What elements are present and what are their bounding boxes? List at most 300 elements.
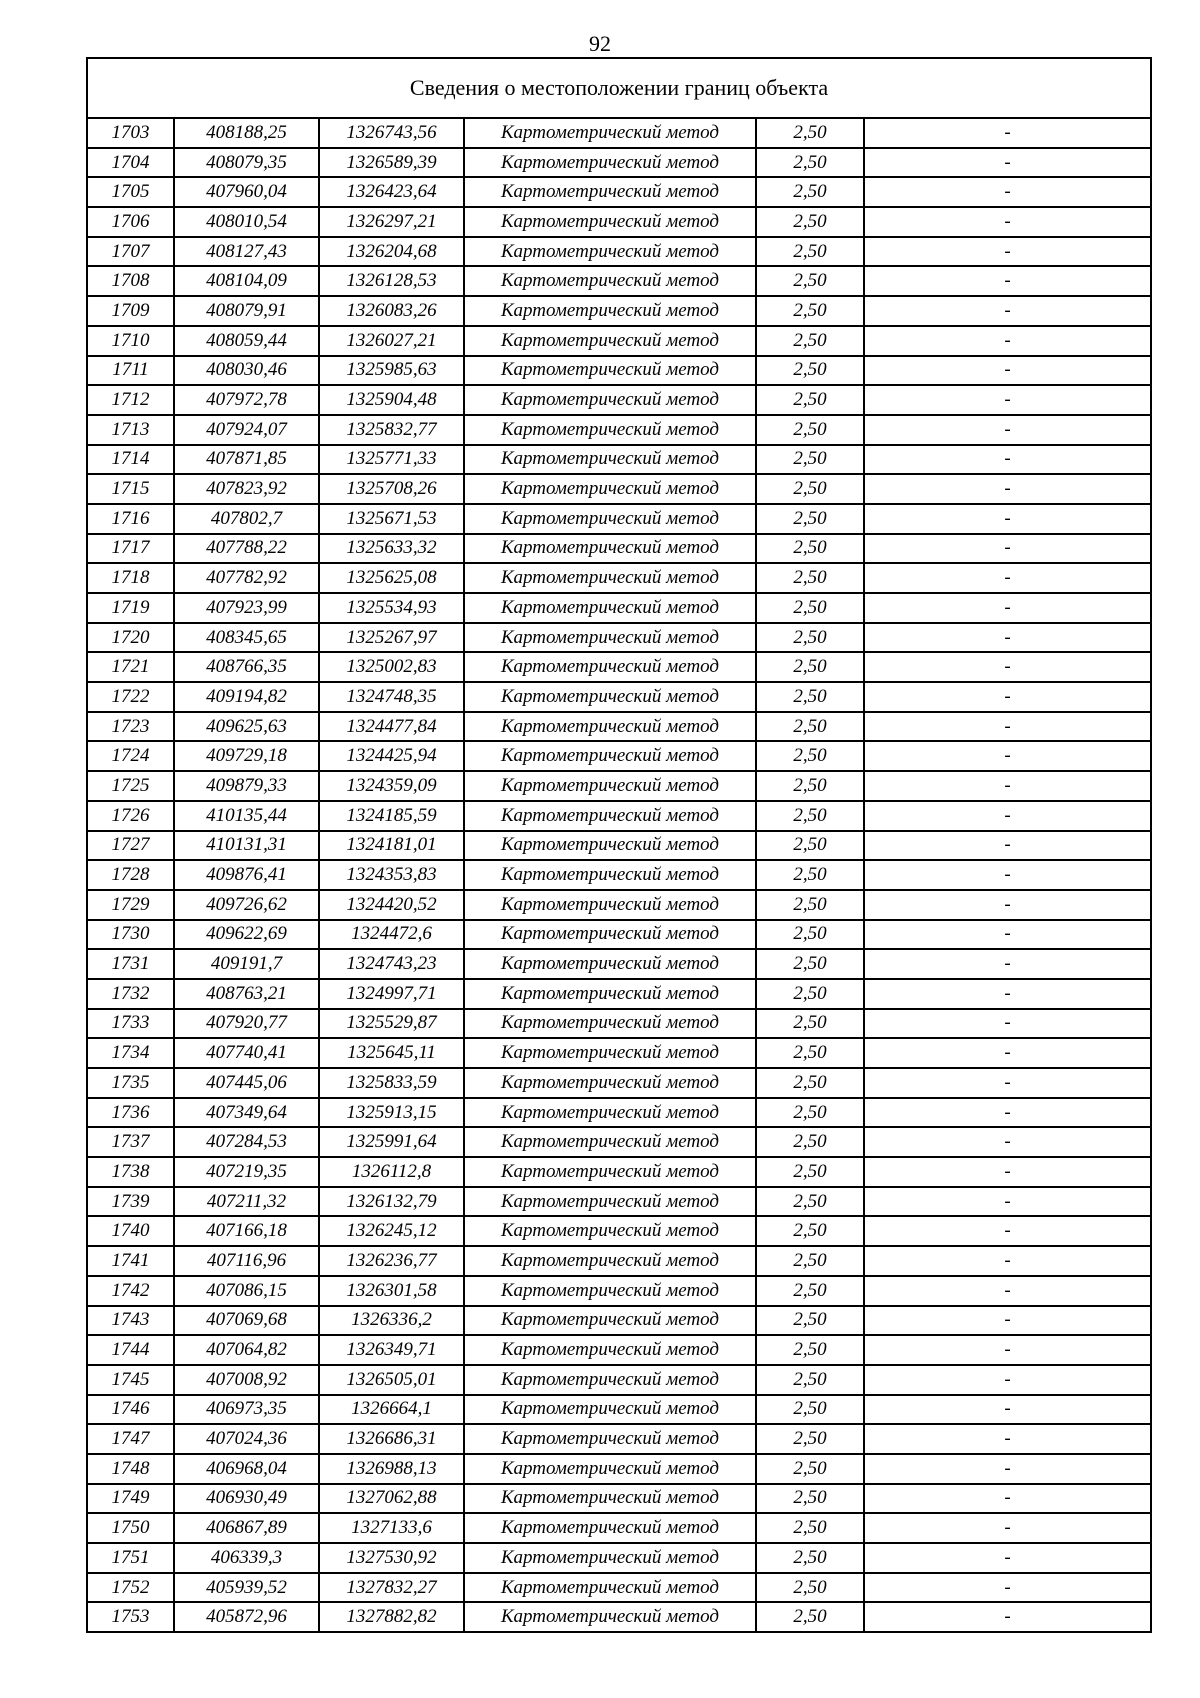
accuracy-cell: 2,50 — [756, 741, 864, 771]
accuracy-cell: 2,50 — [756, 148, 864, 178]
description-cell: - — [864, 623, 1151, 653]
accuracy-cell: 2,50 — [756, 237, 864, 267]
accuracy-cell: 2,50 — [756, 118, 864, 148]
method-cell: Картометрический метод — [464, 1157, 756, 1187]
accuracy-cell: 2,50 — [756, 207, 864, 237]
table-row — [87, 741, 1151, 771]
description-cell: - — [864, 949, 1151, 979]
method-cell: Картометрический метод — [464, 1038, 756, 1068]
description-cell: - — [864, 474, 1151, 504]
table-title: Сведения о местоположении границ объекта — [87, 58, 1151, 118]
x-coordinate-cell: 407219,35 — [174, 1157, 319, 1187]
point-number-cell: 1733 — [87, 1009, 174, 1039]
y-coordinate-cell: 1326083,26 — [319, 296, 464, 326]
description-cell: - — [864, 148, 1151, 178]
y-coordinate-cell: 1326743,56 — [319, 118, 464, 148]
x-coordinate-cell: 407064,82 — [174, 1335, 319, 1365]
description-cell: - — [864, 831, 1151, 861]
y-coordinate-cell: 1325985,63 — [319, 356, 464, 386]
method-cell: Картометрический метод — [464, 1454, 756, 1484]
table-row — [87, 1513, 1151, 1543]
accuracy-cell: 2,50 — [756, 801, 864, 831]
table-row — [87, 1454, 1151, 1484]
x-coordinate-cell: 407923,99 — [174, 593, 319, 623]
point-number-cell: 1747 — [87, 1424, 174, 1454]
point-number-cell: 1711 — [87, 356, 174, 386]
x-coordinate-cell: 409729,18 — [174, 741, 319, 771]
x-coordinate-cell: 407086,15 — [174, 1276, 319, 1306]
method-cell: Картометрический метод — [464, 593, 756, 623]
description-cell: - — [864, 712, 1151, 742]
table-row — [87, 177, 1151, 207]
y-coordinate-cell: 1325002,83 — [319, 652, 464, 682]
y-coordinate-cell: 1325529,87 — [319, 1009, 464, 1039]
method-cell: Картометрический метод — [464, 920, 756, 950]
accuracy-cell: 2,50 — [756, 1276, 864, 1306]
description-cell: - — [864, 237, 1151, 267]
point-number-cell: 1706 — [87, 207, 174, 237]
method-cell: Картометрический метод — [464, 296, 756, 326]
x-coordinate-cell: 407069,68 — [174, 1306, 319, 1336]
method-cell: Картометрический метод — [464, 979, 756, 1009]
method-cell: Картометрический метод — [464, 237, 756, 267]
y-coordinate-cell: 1326301,58 — [319, 1276, 464, 1306]
accuracy-cell: 2,50 — [756, 949, 864, 979]
x-coordinate-cell: 405872,96 — [174, 1602, 319, 1632]
point-number-cell: 1709 — [87, 296, 174, 326]
description-cell: - — [864, 979, 1151, 1009]
accuracy-cell: 2,50 — [756, 1009, 864, 1039]
accuracy-cell: 2,50 — [756, 1098, 864, 1128]
table-row — [87, 504, 1151, 534]
method-cell: Картометрический метод — [464, 326, 756, 356]
boundary-table — [86, 57, 1152, 1633]
method-cell: Картометрический метод — [464, 652, 756, 682]
y-coordinate-cell: 1325534,93 — [319, 593, 464, 623]
x-coordinate-cell: 406867,89 — [174, 1513, 319, 1543]
y-coordinate-cell: 1326236,77 — [319, 1246, 464, 1276]
table-row — [87, 118, 1151, 148]
description-cell: - — [864, 1335, 1151, 1365]
x-coordinate-cell: 406339,3 — [174, 1543, 319, 1573]
description-cell: - — [864, 1098, 1151, 1128]
x-coordinate-cell: 407116,96 — [174, 1246, 319, 1276]
y-coordinate-cell: 1324420,52 — [319, 890, 464, 920]
method-cell: Картометрический метод — [464, 445, 756, 475]
table-row — [87, 296, 1151, 326]
y-coordinate-cell: 1326112,8 — [319, 1157, 464, 1187]
method-cell: Картометрический метод — [464, 623, 756, 653]
description-cell: - — [864, 1187, 1151, 1217]
accuracy-cell: 2,50 — [756, 445, 864, 475]
x-coordinate-cell: 407924,07 — [174, 415, 319, 445]
method-cell: Картометрический метод — [464, 148, 756, 178]
description-cell: - — [864, 652, 1151, 682]
x-coordinate-cell: 407740,41 — [174, 1038, 319, 1068]
method-cell: Картометрический метод — [464, 1009, 756, 1039]
description-cell: - — [864, 1395, 1151, 1425]
accuracy-cell: 2,50 — [756, 1187, 864, 1217]
point-number-cell: 1739 — [87, 1187, 174, 1217]
x-coordinate-cell: 407871,85 — [174, 445, 319, 475]
y-coordinate-cell: 1325833,59 — [319, 1068, 464, 1098]
table-row — [87, 266, 1151, 296]
accuracy-cell: 2,50 — [756, 266, 864, 296]
description-cell: - — [864, 177, 1151, 207]
point-number-cell: 1707 — [87, 237, 174, 267]
y-coordinate-cell: 1325645,11 — [319, 1038, 464, 1068]
point-number-cell: 1736 — [87, 1098, 174, 1128]
y-coordinate-cell: 1324359,09 — [319, 771, 464, 801]
accuracy-cell: 2,50 — [756, 1365, 864, 1395]
y-coordinate-cell: 1324743,23 — [319, 949, 464, 979]
accuracy-cell: 2,50 — [756, 1246, 864, 1276]
point-number-cell: 1753 — [87, 1602, 174, 1632]
accuracy-cell: 2,50 — [756, 534, 864, 564]
description-cell: - — [864, 1009, 1151, 1039]
point-number-cell: 1713 — [87, 415, 174, 445]
y-coordinate-cell: 1324997,71 — [319, 979, 464, 1009]
table-row — [87, 623, 1151, 653]
point-number-cell: 1740 — [87, 1216, 174, 1246]
method-cell: Картометрический метод — [464, 801, 756, 831]
method-cell: Картометрический метод — [464, 1098, 756, 1128]
y-coordinate-cell: 1326423,64 — [319, 177, 464, 207]
point-number-cell: 1722 — [87, 682, 174, 712]
y-coordinate-cell: 1327882,82 — [319, 1602, 464, 1632]
method-cell: Картометрический метод — [464, 1127, 756, 1157]
point-number-cell: 1743 — [87, 1306, 174, 1336]
x-coordinate-cell: 407802,7 — [174, 504, 319, 534]
table-row — [87, 1216, 1151, 1246]
method-cell: Картометрический метод — [464, 563, 756, 593]
description-cell: - — [864, 385, 1151, 415]
table-row — [87, 1157, 1151, 1187]
boundary-table-container — [86, 57, 1150, 1633]
table-row — [87, 1306, 1151, 1336]
method-cell: Картометрический метод — [464, 860, 756, 890]
y-coordinate-cell: 1327832,27 — [319, 1573, 464, 1603]
table-row — [87, 1127, 1151, 1157]
accuracy-cell: 2,50 — [756, 1068, 864, 1098]
description-cell: - — [864, 593, 1151, 623]
point-number-cell: 1735 — [87, 1068, 174, 1098]
x-coordinate-cell: 406930,49 — [174, 1484, 319, 1514]
x-coordinate-cell: 409194,82 — [174, 682, 319, 712]
method-cell: Картометрический метод — [464, 1276, 756, 1306]
point-number-cell: 1741 — [87, 1246, 174, 1276]
table-row — [87, 890, 1151, 920]
table-row — [87, 1365, 1151, 1395]
table-row — [87, 415, 1151, 445]
accuracy-cell: 2,50 — [756, 326, 864, 356]
method-cell: Картометрический метод — [464, 1068, 756, 1098]
method-cell: Картометрический метод — [464, 771, 756, 801]
y-coordinate-cell: 1325904,48 — [319, 385, 464, 415]
x-coordinate-cell: 407788,22 — [174, 534, 319, 564]
point-number-cell: 1728 — [87, 860, 174, 890]
table-row — [87, 1543, 1151, 1573]
method-cell: Картометрический метод — [464, 474, 756, 504]
x-coordinate-cell: 409876,41 — [174, 860, 319, 890]
method-cell: Картометрический метод — [464, 1424, 756, 1454]
point-number-cell: 1748 — [87, 1454, 174, 1484]
y-coordinate-cell: 1326336,2 — [319, 1306, 464, 1336]
description-cell: - — [864, 920, 1151, 950]
y-coordinate-cell: 1326245,12 — [319, 1216, 464, 1246]
point-number-cell: 1752 — [87, 1573, 174, 1603]
table-row — [87, 1395, 1151, 1425]
x-coordinate-cell: 407284,53 — [174, 1127, 319, 1157]
y-coordinate-cell: 1326988,13 — [319, 1454, 464, 1484]
method-cell: Картометрический метод — [464, 207, 756, 237]
point-number-cell: 1710 — [87, 326, 174, 356]
table-row — [87, 474, 1151, 504]
description-cell: - — [864, 356, 1151, 386]
table-row — [87, 1038, 1151, 1068]
y-coordinate-cell: 1324181,01 — [319, 831, 464, 861]
method-cell: Картометрический метод — [464, 534, 756, 564]
x-coordinate-cell: 409191,7 — [174, 949, 319, 979]
table-row — [87, 949, 1151, 979]
description-cell: - — [864, 1276, 1151, 1306]
method-cell: Картометрический метод — [464, 890, 756, 920]
x-coordinate-cell: 410131,31 — [174, 831, 319, 861]
table-row — [87, 682, 1151, 712]
point-number-cell: 1744 — [87, 1335, 174, 1365]
method-cell: Картометрический метод — [464, 1216, 756, 1246]
point-number-cell: 1750 — [87, 1513, 174, 1543]
x-coordinate-cell: 409625,63 — [174, 712, 319, 742]
table-row — [87, 207, 1151, 237]
x-coordinate-cell: 408079,35 — [174, 148, 319, 178]
description-cell: - — [864, 118, 1151, 148]
method-cell: Картометрический метод — [464, 1306, 756, 1336]
method-cell: Картометрический метод — [464, 356, 756, 386]
y-coordinate-cell: 1325991,64 — [319, 1127, 464, 1157]
accuracy-cell: 2,50 — [756, 385, 864, 415]
description-cell: - — [864, 741, 1151, 771]
table-row — [87, 920, 1151, 950]
y-coordinate-cell: 1326128,53 — [319, 266, 464, 296]
table-row — [87, 593, 1151, 623]
y-coordinate-cell: 1326349,71 — [319, 1335, 464, 1365]
x-coordinate-cell: 407920,77 — [174, 1009, 319, 1039]
point-number-cell: 1718 — [87, 563, 174, 593]
table-row — [87, 1009, 1151, 1039]
point-number-cell: 1724 — [87, 741, 174, 771]
method-cell: Картометрический метод — [464, 682, 756, 712]
accuracy-cell: 2,50 — [756, 1216, 864, 1246]
description-cell: - — [864, 296, 1151, 326]
table-row — [87, 1098, 1151, 1128]
point-number-cell: 1746 — [87, 1395, 174, 1425]
accuracy-cell: 2,50 — [756, 1513, 864, 1543]
x-coordinate-cell: 408763,21 — [174, 979, 319, 1009]
y-coordinate-cell: 1326204,68 — [319, 237, 464, 267]
accuracy-cell: 2,50 — [756, 415, 864, 445]
accuracy-cell: 2,50 — [756, 593, 864, 623]
table-row — [87, 771, 1151, 801]
x-coordinate-cell: 408030,46 — [174, 356, 319, 386]
description-cell: - — [864, 266, 1151, 296]
accuracy-cell: 2,50 — [756, 1157, 864, 1187]
x-coordinate-cell: 405939,52 — [174, 1573, 319, 1603]
accuracy-cell: 2,50 — [756, 1543, 864, 1573]
description-cell: - — [864, 1365, 1151, 1395]
description-cell: - — [864, 1484, 1151, 1514]
point-number-cell: 1725 — [87, 771, 174, 801]
description-cell: - — [864, 1543, 1151, 1573]
method-cell: Картометрический метод — [464, 118, 756, 148]
x-coordinate-cell: 408766,35 — [174, 652, 319, 682]
y-coordinate-cell: 1324425,94 — [319, 741, 464, 771]
point-number-cell: 1712 — [87, 385, 174, 415]
x-coordinate-cell: 407211,32 — [174, 1187, 319, 1217]
accuracy-cell: 2,50 — [756, 831, 864, 861]
accuracy-cell: 2,50 — [756, 1424, 864, 1454]
table-row — [87, 445, 1151, 475]
table-row — [87, 237, 1151, 267]
accuracy-cell: 2,50 — [756, 771, 864, 801]
y-coordinate-cell: 1325771,33 — [319, 445, 464, 475]
x-coordinate-cell: 407823,92 — [174, 474, 319, 504]
x-coordinate-cell: 408010,54 — [174, 207, 319, 237]
method-cell: Картометрический метод — [464, 1602, 756, 1632]
x-coordinate-cell: 408188,25 — [174, 118, 319, 148]
accuracy-cell: 2,50 — [756, 356, 864, 386]
table-row — [87, 979, 1151, 1009]
y-coordinate-cell: 1326686,31 — [319, 1424, 464, 1454]
point-number-cell: 1703 — [87, 118, 174, 148]
point-number-cell: 1716 — [87, 504, 174, 534]
method-cell: Картометрический метод — [464, 949, 756, 979]
point-number-cell: 1749 — [87, 1484, 174, 1514]
x-coordinate-cell: 406968,04 — [174, 1454, 319, 1484]
method-cell: Картометрический метод — [464, 1187, 756, 1217]
method-cell: Картометрический метод — [464, 266, 756, 296]
method-cell: Картометрический метод — [464, 831, 756, 861]
table-row — [87, 326, 1151, 356]
table-row — [87, 385, 1151, 415]
y-coordinate-cell: 1327062,88 — [319, 1484, 464, 1514]
y-coordinate-cell: 1325625,08 — [319, 563, 464, 593]
table-row — [87, 1602, 1151, 1632]
x-coordinate-cell: 407166,18 — [174, 1216, 319, 1246]
x-coordinate-cell: 409879,33 — [174, 771, 319, 801]
table-row — [87, 1484, 1151, 1514]
method-cell: Картометрический метод — [464, 1365, 756, 1395]
y-coordinate-cell: 1327133,6 — [319, 1513, 464, 1543]
description-cell: - — [864, 771, 1151, 801]
x-coordinate-cell: 410135,44 — [174, 801, 319, 831]
table-row — [87, 1068, 1151, 1098]
accuracy-cell: 2,50 — [756, 979, 864, 1009]
point-number-cell: 1723 — [87, 712, 174, 742]
table-row — [87, 1335, 1151, 1365]
description-cell: - — [864, 563, 1151, 593]
accuracy-cell: 2,50 — [756, 623, 864, 653]
description-cell: - — [864, 682, 1151, 712]
y-coordinate-cell: 1325913,15 — [319, 1098, 464, 1128]
y-coordinate-cell: 1324477,84 — [319, 712, 464, 742]
description-cell: - — [864, 415, 1151, 445]
x-coordinate-cell: 407782,92 — [174, 563, 319, 593]
table-row — [87, 534, 1151, 564]
point-number-cell: 1734 — [87, 1038, 174, 1068]
accuracy-cell: 2,50 — [756, 652, 864, 682]
accuracy-cell: 2,50 — [756, 563, 864, 593]
point-number-cell: 1730 — [87, 920, 174, 950]
point-number-cell: 1720 — [87, 623, 174, 653]
point-number-cell: 1717 — [87, 534, 174, 564]
description-cell: - — [864, 1038, 1151, 1068]
description-cell: - — [864, 1068, 1151, 1098]
description-cell: - — [864, 860, 1151, 890]
x-coordinate-cell: 409726,62 — [174, 890, 319, 920]
accuracy-cell: 2,50 — [756, 920, 864, 950]
table-row — [87, 1573, 1151, 1603]
description-cell: - — [864, 534, 1151, 564]
description-cell: - — [864, 1246, 1151, 1276]
x-coordinate-cell: 408104,09 — [174, 266, 319, 296]
description-cell: - — [864, 1573, 1151, 1603]
x-coordinate-cell: 409622,69 — [174, 920, 319, 950]
point-number-cell: 1715 — [87, 474, 174, 504]
accuracy-cell: 2,50 — [756, 712, 864, 742]
description-cell: - — [864, 1306, 1151, 1336]
description-cell: - — [864, 1602, 1151, 1632]
point-number-cell: 1704 — [87, 148, 174, 178]
y-coordinate-cell: 1325671,53 — [319, 504, 464, 534]
description-cell: - — [864, 1454, 1151, 1484]
method-cell: Картометрический метод — [464, 712, 756, 742]
description-cell: - — [864, 801, 1151, 831]
accuracy-cell: 2,50 — [756, 890, 864, 920]
accuracy-cell: 2,50 — [756, 1395, 864, 1425]
y-coordinate-cell: 1324472,6 — [319, 920, 464, 950]
method-cell: Картометрический метод — [464, 1246, 756, 1276]
description-cell: - — [864, 890, 1151, 920]
table-row — [87, 712, 1151, 742]
point-number-cell: 1708 — [87, 266, 174, 296]
description-cell: - — [864, 1157, 1151, 1187]
method-cell: Картометрический метод — [464, 741, 756, 771]
accuracy-cell: 2,50 — [756, 1454, 864, 1484]
accuracy-cell: 2,50 — [756, 1573, 864, 1603]
x-coordinate-cell: 407349,64 — [174, 1098, 319, 1128]
point-number-cell: 1714 — [87, 445, 174, 475]
y-coordinate-cell: 1324353,83 — [319, 860, 464, 890]
accuracy-cell: 2,50 — [756, 860, 864, 890]
accuracy-cell: 2,50 — [756, 1335, 864, 1365]
x-coordinate-cell: 408079,91 — [174, 296, 319, 326]
point-number-cell: 1726 — [87, 801, 174, 831]
accuracy-cell: 2,50 — [756, 296, 864, 326]
y-coordinate-cell: 1325633,32 — [319, 534, 464, 564]
method-cell: Картометрический метод — [464, 1335, 756, 1365]
accuracy-cell: 2,50 — [756, 682, 864, 712]
table-row — [87, 563, 1151, 593]
table-row — [87, 801, 1151, 831]
accuracy-cell: 2,50 — [756, 1127, 864, 1157]
table-row — [87, 1276, 1151, 1306]
point-number-cell: 1745 — [87, 1365, 174, 1395]
point-number-cell: 1731 — [87, 949, 174, 979]
y-coordinate-cell: 1326664,1 — [319, 1395, 464, 1425]
x-coordinate-cell: 407972,78 — [174, 385, 319, 415]
accuracy-cell: 2,50 — [756, 1484, 864, 1514]
